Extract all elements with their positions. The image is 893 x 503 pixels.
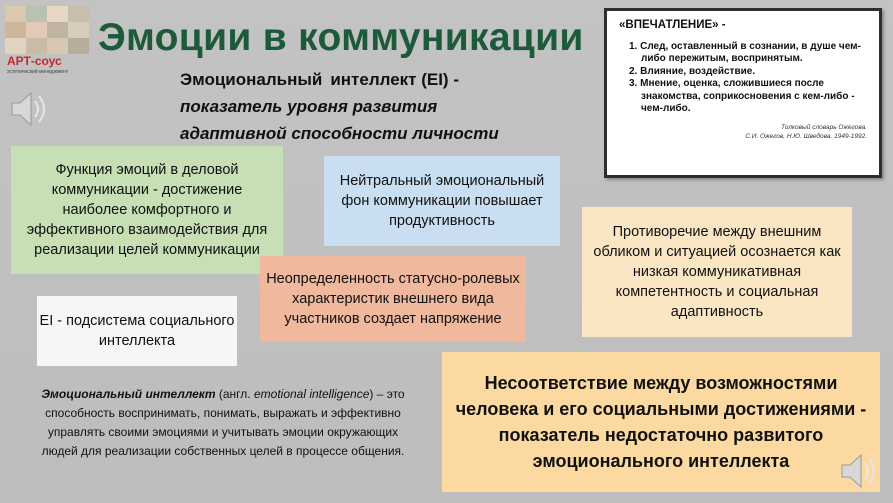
logo-name: АРТ-соус [7, 54, 62, 68]
logo-mosaic [5, 6, 89, 54]
definition-term: Эмоциональный интеллект [41, 387, 216, 401]
dictionary-heading: «ВПЕЧАТЛЕНИЕ» - [619, 19, 726, 31]
dictionary-authors: С.И. Ожегов, Н.Ю. Шведова. 1949-1992. [745, 132, 867, 140]
logo [5, 6, 89, 76]
speaker-icon[interactable] [8, 86, 50, 132]
dictionary-item: 1. След, оставленный в сознании, в душе чем-либо пережитым, воспринятым. [629, 40, 861, 64]
subtitle-line3: адаптивной способности личности [180, 124, 499, 143]
box-mismatch-conclusion: Несоответствие между возможностями человека и его социальными достижениями - показатель недостаточно развитого эмоционального интеллекта [442, 352, 880, 492]
box-emotion-function: Функция эмоций в деловой коммуникации - достижение наиболее комфортного и эффективного взаимодействия для реализации целей коммуникации [11, 146, 283, 274]
dictionary-item: 2. Влияние, воздействие. [629, 65, 756, 77]
definition-body: ) – это способность воспринимать, понимать, выражать и эффективно управлять своими эмоциями и учитывать эмоции окружающих людей для реализации собственных целей в процессе общения. [41, 387, 405, 458]
box-status-uncertainty: Неопределенность статусно-ролевых характеристик внешнего вида участников создает напряжение [260, 256, 526, 342]
slide-title: Эмоции в коммуникации [98, 16, 584, 59]
logo-tagline: эстетический менеджмент [7, 69, 69, 75]
dictionary-source: Толковый словарь Ожегова. [781, 123, 867, 131]
definition-gloss-en: emotional intelligence [253, 387, 370, 401]
dictionary-card [604, 8, 882, 178]
slide-subtitle [180, 66, 600, 147]
speaker-icon[interactable] [838, 448, 880, 494]
box-appearance-contradiction: Противоречие между внешним обликом и ситуацией осознается как низкая коммуникативная компетентность и социальная адаптивность [582, 207, 852, 337]
box-neutral-background: Нейтральный эмоциональный фон коммуникации повышает продуктивность [324, 156, 560, 246]
subtitle-line1-rest: интеллект (EI) - [330, 70, 459, 89]
definition-gloss-prefix: (англ. [215, 387, 254, 401]
box-ei-subsystem: EI - подсистема социального интеллекта [37, 296, 237, 366]
subtitle-term: Эмоциональный [180, 70, 323, 89]
subtitle-line2: показатель уровня развития [180, 97, 438, 116]
dictionary-item: 3. Мнение, оценка, сложившиеся после знакомства, соприкосновения с кем-либо - чем-либо. [629, 78, 855, 114]
ei-definition [36, 385, 410, 461]
